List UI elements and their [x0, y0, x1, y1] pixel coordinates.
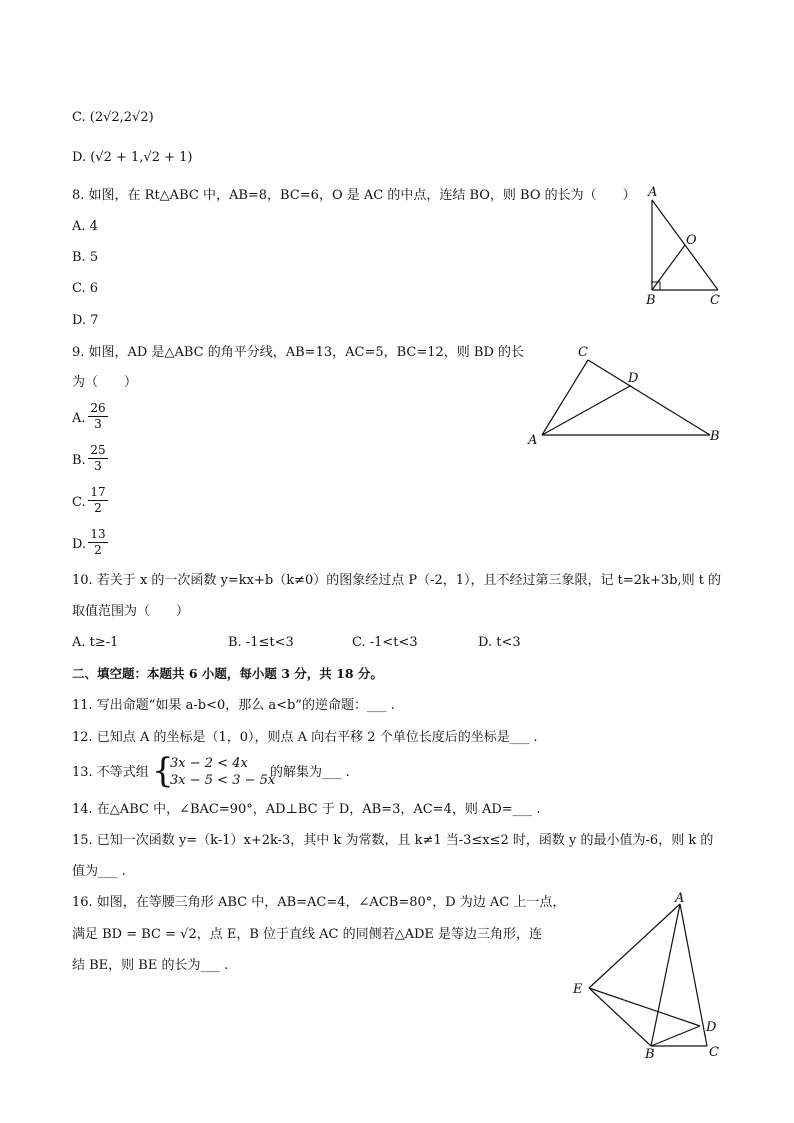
q14: 14. 在△ABC 中，∠BAC=90°，AD⊥BC 于 D，AB=3，AC=4，则 AD=___ .	[72, 802, 541, 817]
q9-label-c: C	[578, 345, 588, 360]
q9-option-c-letter: C.	[72, 495, 86, 510]
q9-label-a: A	[528, 433, 538, 448]
q10-option-c: C. -1<t<3	[352, 635, 418, 650]
q9-option-b-letter: B.	[72, 453, 86, 468]
q13-prefix: 13. 不等式组	[72, 765, 149, 780]
q9-option-b-numerator: 25	[90, 443, 106, 457]
q9-option-a-numerator: 26	[90, 401, 106, 415]
q9-option-d-denominator: 2	[94, 543, 102, 557]
q16-figure	[565, 890, 735, 1060]
q16-label-d: D	[706, 1020, 717, 1035]
q13-inequality-2: 3x − 5 < 3 − 5x	[170, 773, 276, 788]
q10-option-b: B. -1≤t<3	[228, 635, 294, 650]
q9-option-c-numerator: 17	[90, 485, 106, 499]
q13-inequality-1: 3x − 2 < 4x	[170, 756, 248, 771]
q8-option-a: A. 4	[72, 219, 98, 234]
q8-label-o: O	[686, 233, 697, 248]
q9-option-d-letter: D.	[72, 537, 87, 552]
q9-option-c-denominator: 2	[94, 501, 102, 515]
q8-option-d: D. 7	[72, 313, 99, 328]
q10-option-d: D. t<3	[478, 635, 521, 650]
q16-label-c: C	[709, 1045, 719, 1060]
q9-option-a-denominator: 3	[94, 417, 102, 431]
q16-stem-line1: 16. 如图，在等腰三角形 ABC 中，AB=AC=4，∠ACB=80°，D 为边 AC 上一点，	[72, 895, 566, 910]
q9-option-c-fraction	[88, 486, 108, 515]
q8-label-a: A	[648, 185, 658, 200]
q10-option-a: A. t≥-1	[72, 635, 119, 650]
q9-option-b-denominator: 3	[94, 459, 102, 473]
q9-option-a-fraction	[88, 402, 108, 431]
q7-option-c: C. (2√2,2√2)	[72, 110, 154, 125]
q11: 11. 写出命题“如果 a-b<0，那么 a<b”的逆命题：___ .	[72, 698, 395, 713]
q9-option-b-fraction	[88, 444, 108, 473]
q8-option-c: C. 6	[72, 281, 99, 296]
q16-label-a: A	[675, 891, 685, 906]
q8-figure	[640, 180, 730, 310]
q16-label-b: B	[645, 1047, 655, 1062]
q10-stem-line2: 取值范围为（ ）	[72, 604, 190, 619]
q12: 12. 已知点 A 的坐标是（1，0），则点 A 向右平移 2 个单位长度后的坐标是___ .	[72, 730, 538, 745]
q8-label-c: C	[710, 293, 720, 308]
q16-label-e: E	[573, 982, 583, 997]
q16-stem-line2: 满足 BD = BC = √2，点 E，B 位于直线 AC 的同侧若△ADE 是等边三角形，连	[72, 927, 543, 942]
q16-stem-line3: 结 BE，则 BE 的长为___ .	[72, 958, 229, 973]
q7-option-d: D. (√2 + 1,√2 + 1)	[72, 150, 193, 165]
q10-stem-line1: 10. 若关于 x 的一次函数 y=kx+b（k≠0）的图象经过点 P（-2，1），且不经过第三象限，记 t=2k+3b,则 t 的	[72, 573, 722, 588]
q13-brace: {	[152, 751, 174, 791]
q15-stem-line2: 值为___ .	[72, 864, 126, 879]
q9-label-b: B	[710, 429, 720, 444]
q9-stem-line1: 9. 如图，AD 是△ABC 的角平分线，AB=13，AC=5，BC=12，则 BD 的长	[72, 345, 525, 360]
q9-figure	[520, 340, 730, 455]
q15-stem-line1: 15. 已知一次函数 y=（k-1）x+2k-3，其中 k 为常数，且 k≠1 当-3≤x≤2 时，函数 y 的最小值为-6，则 k 的	[72, 833, 714, 848]
q9-stem-line2: 为（ ）	[72, 375, 138, 390]
q9-option-d-numerator: 13	[90, 527, 106, 541]
q8-stem: 8. 如图，在 Rt△ABC 中，AB=8，BC=6，O 是 AC 的中点，连结 BO，则 BO 的长为（ ）	[72, 188, 636, 203]
q13-suffix: 的解集为___ .	[270, 765, 350, 780]
q9-label-d: D	[628, 371, 639, 386]
q9-option-d-fraction	[88, 528, 108, 557]
q8-label-b: B	[646, 293, 656, 308]
q9-option-a-letter: A.	[72, 411, 86, 426]
q8-option-b: B. 5	[72, 250, 99, 265]
section-2-heading: 二、填空题：本题共 6 小题，每小题 3 分，共 18 分。	[72, 666, 383, 681]
